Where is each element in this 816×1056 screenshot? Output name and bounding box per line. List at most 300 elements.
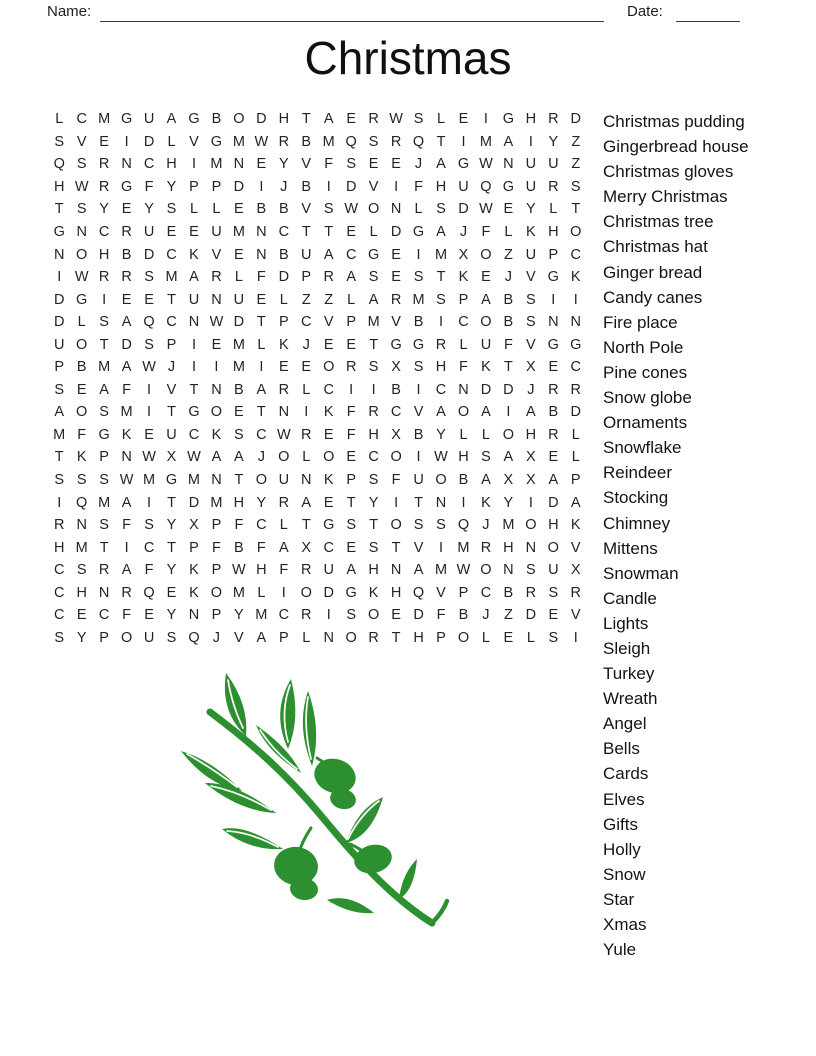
grid-letter: A bbox=[526, 404, 536, 421]
grid-letter: G bbox=[457, 156, 470, 173]
grid-letter: E bbox=[391, 156, 401, 173]
word-list-item: Snow bbox=[603, 864, 646, 884]
grid-letter: F bbox=[256, 539, 266, 556]
grid-letter: A bbox=[121, 562, 132, 579]
grid-letter: Y bbox=[76, 629, 87, 646]
grid-letter: S bbox=[548, 629, 559, 646]
grid-letter: X bbox=[526, 472, 536, 489]
grid-letter: L bbox=[212, 201, 221, 218]
grid-letter: N bbox=[211, 472, 222, 489]
grid-letter: U bbox=[548, 156, 559, 173]
grid-letter: N bbox=[570, 314, 581, 331]
word-list-item: Christmas hat bbox=[603, 237, 708, 257]
grid-letter: W bbox=[344, 201, 359, 218]
grid-letter: A bbox=[234, 449, 244, 466]
grid-letter: G bbox=[368, 246, 380, 263]
grid-letter: L bbox=[414, 201, 423, 218]
grid-letter: C bbox=[166, 246, 177, 263]
word-list-item: Wreath bbox=[603, 689, 658, 709]
grid-letter: B bbox=[121, 246, 132, 263]
grid-letter: N bbox=[188, 607, 200, 624]
grid-letter: F bbox=[256, 269, 266, 286]
grid-letter: I bbox=[124, 133, 129, 150]
grid-letter: R bbox=[548, 111, 559, 128]
grid-letter: E bbox=[346, 336, 357, 353]
grid-letter: R bbox=[525, 584, 537, 601]
grid-letter: P bbox=[211, 517, 222, 534]
grid-letter: K bbox=[481, 494, 491, 511]
grid-letter: F bbox=[346, 426, 356, 443]
grid-letter: T bbox=[369, 517, 379, 534]
grid-letter: S bbox=[436, 517, 446, 534]
grid-letter: U bbox=[211, 224, 222, 240]
grid-letter: F bbox=[77, 426, 87, 443]
word-search-grid bbox=[48, 108, 587, 650]
word-list-item: Yule bbox=[603, 940, 637, 960]
grid-letter: E bbox=[166, 224, 177, 240]
grid-letter: I bbox=[506, 404, 511, 421]
grid-letter: M bbox=[210, 156, 223, 173]
grid-letter: S bbox=[54, 629, 65, 646]
grid-letter: R bbox=[548, 178, 559, 195]
grid-letter: E bbox=[346, 111, 357, 128]
grid-letter: R bbox=[570, 381, 581, 398]
grid-letter: E bbox=[166, 584, 177, 601]
grid-letter: B bbox=[413, 426, 424, 443]
grid-letter: M bbox=[232, 224, 245, 240]
grid-letter: O bbox=[210, 584, 223, 601]
grid-letter: B bbox=[278, 246, 289, 263]
word-list-item: Candle bbox=[603, 588, 657, 608]
grid-letter: A bbox=[436, 156, 446, 173]
grid-letter: B bbox=[391, 381, 401, 398]
grid-letter: D bbox=[188, 494, 200, 511]
grid-letter: C bbox=[345, 246, 357, 263]
grid-letter: C bbox=[53, 607, 65, 624]
grid-letter: I bbox=[147, 494, 152, 511]
grid-letter: G bbox=[120, 178, 133, 195]
grid-letter: S bbox=[368, 472, 379, 489]
grid-letter: B bbox=[503, 584, 514, 601]
grid-letter: I bbox=[124, 539, 129, 556]
grid-letter: M bbox=[502, 517, 515, 534]
grid-letter: S bbox=[413, 517, 424, 534]
grid-letter: M bbox=[412, 291, 425, 308]
grid-letter: Z bbox=[503, 607, 513, 624]
grid-letter: O bbox=[502, 426, 515, 443]
grid-letter: E bbox=[323, 336, 334, 353]
grid-letter: I bbox=[483, 111, 488, 128]
grid-letter: E bbox=[144, 607, 154, 624]
grid-letter: K bbox=[570, 517, 581, 534]
puzzle-title: Christmas bbox=[304, 32, 512, 84]
grid-letter: A bbox=[481, 472, 491, 489]
grid-letter: G bbox=[323, 517, 335, 534]
grid-letter: R bbox=[121, 269, 132, 286]
grid-letter: W bbox=[479, 156, 493, 173]
grid-letter: S bbox=[234, 426, 244, 443]
grid-letter: G bbox=[570, 336, 582, 353]
grid-letter: R bbox=[390, 291, 402, 308]
grid-letter: M bbox=[98, 359, 111, 376]
grid-letter: B bbox=[76, 359, 87, 376]
grid-letter: S bbox=[526, 291, 536, 308]
grid-letter: O bbox=[547, 539, 559, 556]
grid-letter: I bbox=[147, 381, 152, 398]
grid-letter: S bbox=[166, 201, 177, 218]
grid-letter: E bbox=[503, 201, 514, 218]
grid-letter: C bbox=[458, 314, 469, 331]
grid-letter: Y bbox=[99, 201, 109, 218]
grid-letter: O bbox=[233, 111, 245, 128]
grid-letter: G bbox=[120, 111, 133, 128]
grid-letter: S bbox=[346, 607, 357, 624]
grid-letter: N bbox=[121, 156, 132, 173]
grid-letter: D bbox=[525, 607, 537, 624]
grid-letter: N bbox=[503, 562, 514, 579]
grid-letter: O bbox=[323, 449, 335, 466]
grid-letter: W bbox=[209, 314, 224, 331]
grid-letter: Z bbox=[324, 291, 334, 308]
grid-letter: S bbox=[368, 133, 379, 150]
grid-letter: Y bbox=[166, 562, 177, 579]
grid-letter: A bbox=[54, 404, 65, 421]
grid-letter: O bbox=[390, 517, 402, 534]
grid-letter: A bbox=[570, 494, 581, 511]
grid-letter: S bbox=[368, 269, 379, 286]
grid-letter: F bbox=[391, 472, 401, 489]
grid-letter: A bbox=[189, 269, 199, 286]
grid-letter: J bbox=[527, 381, 535, 398]
grid-letter: U bbox=[480, 336, 492, 353]
grid-letter: D bbox=[233, 314, 245, 331]
grid-letter: E bbox=[189, 224, 199, 240]
word-list-item: Snowflake bbox=[603, 438, 682, 458]
grid-letter: C bbox=[98, 607, 110, 624]
grid-letter: D bbox=[143, 133, 155, 150]
grid-letter: T bbox=[301, 111, 311, 128]
grid-letter: T bbox=[369, 336, 379, 353]
grid-letter: T bbox=[503, 359, 513, 376]
grid-letter: S bbox=[413, 269, 424, 286]
grid-letter: F bbox=[122, 381, 132, 398]
grid-letter: C bbox=[53, 584, 65, 601]
grid-letter: U bbox=[525, 246, 537, 263]
grid-letter: A bbox=[121, 314, 132, 331]
grid-letter: H bbox=[458, 449, 469, 466]
grid-letter: J bbox=[280, 178, 288, 195]
grid-letter: O bbox=[457, 629, 470, 646]
grid-letter: W bbox=[142, 359, 156, 376]
grid-letter: T bbox=[54, 201, 64, 218]
grid-letter: N bbox=[390, 562, 402, 579]
grid-letter: T bbox=[391, 539, 401, 556]
grid-letter: S bbox=[570, 178, 581, 195]
grid-letter: M bbox=[322, 133, 335, 150]
grid-letter: A bbox=[256, 629, 267, 646]
grid-letter: I bbox=[394, 494, 399, 511]
grid-letter: G bbox=[547, 269, 559, 286]
grid-letter: S bbox=[76, 472, 87, 489]
grid-letter: Q bbox=[412, 133, 425, 150]
grid-letter: A bbox=[121, 359, 132, 376]
grid-letter: T bbox=[256, 314, 266, 331]
grid-letter: B bbox=[234, 539, 244, 556]
grid-letter: N bbox=[76, 224, 87, 240]
word-list bbox=[603, 109, 749, 962]
grid-letter: G bbox=[412, 336, 425, 353]
grid-letter: E bbox=[346, 224, 357, 240]
grid-letter: E bbox=[548, 449, 559, 466]
grid-letter: I bbox=[57, 269, 62, 286]
grid-letter: K bbox=[368, 584, 379, 601]
grid-letter: J bbox=[482, 607, 490, 624]
grid-letter: J bbox=[257, 449, 265, 466]
grid-letter: G bbox=[502, 178, 515, 195]
grid-letter: Y bbox=[368, 494, 379, 511]
grid-letter: R bbox=[368, 404, 379, 421]
grid-letter: S bbox=[144, 336, 154, 353]
grid-letter: G bbox=[76, 291, 88, 308]
grid-letter: N bbox=[323, 629, 334, 646]
grid-letter: Z bbox=[301, 291, 311, 308]
grid-letter: Y bbox=[166, 607, 177, 624]
grid-letter: G bbox=[53, 224, 65, 240]
grid-letter: U bbox=[166, 426, 177, 443]
grid-letter: O bbox=[255, 472, 267, 489]
grid-letter: E bbox=[548, 607, 559, 624]
grid-letter: K bbox=[121, 426, 132, 443]
grid-letter: R bbox=[301, 607, 312, 624]
grid-letter: A bbox=[346, 269, 357, 286]
grid-letter: B bbox=[301, 178, 312, 195]
grid-letter: U bbox=[143, 224, 155, 240]
grid-letter: K bbox=[278, 336, 289, 353]
grid-letter: D bbox=[570, 404, 581, 421]
grid-letter: L bbox=[55, 111, 64, 128]
grid-letter: R bbox=[98, 156, 110, 173]
grid-letter: L bbox=[481, 629, 490, 646]
grid-letter: V bbox=[526, 336, 536, 353]
grid-letter: Q bbox=[345, 133, 357, 150]
grid-letter: S bbox=[323, 201, 334, 218]
word-list-item: Holly bbox=[603, 839, 641, 859]
grid-letter: I bbox=[214, 359, 219, 376]
grid-letter: K bbox=[481, 359, 491, 376]
grid-letter: T bbox=[167, 539, 176, 556]
grid-letter: Q bbox=[53, 156, 65, 173]
grid-letter: D bbox=[570, 111, 581, 128]
grid-letter: V bbox=[301, 156, 312, 173]
grid-letter: N bbox=[256, 246, 267, 263]
grid-letter: W bbox=[276, 426, 291, 443]
grid-letter: K bbox=[211, 426, 222, 443]
grid-letter: R bbox=[368, 111, 379, 128]
grid-letter: P bbox=[346, 314, 357, 331]
grid-letter: D bbox=[233, 178, 245, 195]
grid-letter: S bbox=[99, 314, 109, 331]
grid-letter: N bbox=[256, 224, 267, 240]
grid-letter: O bbox=[435, 472, 447, 489]
grid-letter: L bbox=[549, 201, 558, 218]
grid-letter: C bbox=[166, 314, 177, 331]
grid-letter: O bbox=[525, 517, 537, 534]
grid-letter: H bbox=[76, 584, 87, 601]
grid-letter: O bbox=[323, 359, 335, 376]
grid-letter: R bbox=[278, 494, 290, 511]
grid-letter: K bbox=[323, 404, 334, 421]
grid-letter: C bbox=[390, 404, 402, 421]
grid-letter: E bbox=[121, 291, 132, 308]
grid-letter: E bbox=[346, 539, 357, 556]
grid-letter: D bbox=[143, 246, 155, 263]
grid-letter: E bbox=[256, 291, 267, 308]
grid-letter: E bbox=[211, 336, 222, 353]
grid-letter: E bbox=[121, 201, 132, 218]
grid-letter: T bbox=[167, 291, 176, 308]
grid-letter: I bbox=[528, 494, 533, 511]
grid-letter: D bbox=[458, 201, 469, 218]
word-list-item: Reindeer bbox=[603, 463, 672, 483]
grid-letter: T bbox=[99, 539, 109, 556]
grid-letter: Z bbox=[503, 246, 513, 263]
word-list-item: Lights bbox=[603, 613, 649, 633]
grid-letter: J bbox=[167, 359, 176, 376]
word-list-item: Xmas bbox=[603, 915, 647, 934]
grid-letter: H bbox=[256, 562, 267, 579]
grid-letter: L bbox=[257, 336, 266, 353]
grid-letter: V bbox=[189, 133, 199, 150]
grid-letter: S bbox=[436, 201, 446, 218]
grid-letter: M bbox=[479, 133, 492, 150]
grid-letter: I bbox=[439, 539, 444, 556]
grid-letter: E bbox=[144, 291, 154, 308]
grid-letter: F bbox=[144, 562, 154, 579]
grid-letter: E bbox=[76, 607, 87, 624]
grid-letter: L bbox=[302, 449, 311, 466]
grid-letter: P bbox=[211, 607, 222, 624]
grid-letter: Y bbox=[256, 494, 267, 511]
grid-letter: M bbox=[434, 246, 448, 263]
grid-letter: A bbox=[99, 381, 109, 398]
grid-letter: S bbox=[413, 359, 424, 376]
grid-letter: I bbox=[349, 381, 354, 398]
grid-letter: A bbox=[323, 111, 334, 128]
grid-letter: S bbox=[76, 201, 87, 218]
grid-letter: E bbox=[391, 269, 401, 286]
grid-letter: K bbox=[570, 269, 581, 286]
grid-letter: M bbox=[232, 133, 245, 150]
grid-letter: V bbox=[166, 381, 177, 398]
grid-letter: Y bbox=[144, 201, 154, 218]
word-list-item: Chimney bbox=[603, 513, 671, 533]
grid-letter: J bbox=[482, 517, 490, 534]
grid-letter: A bbox=[436, 404, 446, 421]
grid-letter: V bbox=[368, 178, 379, 195]
grid-letter: X bbox=[189, 517, 199, 534]
grid-letter: N bbox=[121, 449, 132, 466]
grid-letter: U bbox=[278, 472, 290, 489]
grid-letter: Y bbox=[166, 517, 177, 534]
grid-letter: R bbox=[278, 133, 290, 150]
grid-letter: A bbox=[323, 246, 334, 263]
word-list-item: Gingerbread house bbox=[603, 137, 749, 157]
grid-letter: H bbox=[368, 562, 379, 579]
grid-letter: B bbox=[301, 133, 312, 150]
grid-letter: O bbox=[368, 201, 380, 218]
grid-letter: C bbox=[323, 381, 334, 398]
grid-letter: T bbox=[301, 517, 311, 534]
grid-letter: C bbox=[188, 426, 200, 443]
grid-letter: P bbox=[458, 291, 469, 308]
grid-letter: H bbox=[53, 178, 65, 195]
date-label: Date: bbox=[627, 3, 663, 20]
grid-letter: L bbox=[369, 224, 378, 240]
grid-letter: V bbox=[570, 607, 581, 624]
grid-letter: H bbox=[368, 426, 379, 443]
grid-letter: L bbox=[481, 426, 490, 443]
grid-letter: O bbox=[76, 404, 88, 421]
grid-letter: N bbox=[53, 246, 65, 263]
grid-letter: G bbox=[345, 584, 357, 601]
grid-letter: T bbox=[414, 494, 423, 511]
grid-letter: P bbox=[301, 269, 312, 286]
grid-letter: I bbox=[326, 607, 331, 624]
word-list-item: Bells bbox=[603, 739, 640, 759]
grid-letter: R bbox=[301, 562, 312, 579]
grid-letter: K bbox=[189, 246, 199, 263]
word-list-item: Elves bbox=[603, 789, 645, 809]
name-label: Name: bbox=[47, 3, 92, 20]
grid-letter: D bbox=[256, 111, 267, 128]
grid-letter: F bbox=[346, 404, 356, 421]
grid-letter: V bbox=[211, 246, 222, 263]
grid-letter: A bbox=[413, 562, 424, 579]
grid-letter: H bbox=[435, 359, 447, 376]
grid-letter: E bbox=[548, 359, 559, 376]
grid-letter: H bbox=[503, 539, 514, 556]
grid-letter: N bbox=[211, 381, 222, 398]
grid-letter: I bbox=[57, 494, 62, 511]
grid-letter: D bbox=[278, 269, 290, 286]
grid-letter: Z bbox=[571, 133, 581, 150]
grid-letter: M bbox=[120, 404, 133, 421]
word-list-item: Christmas gloves bbox=[603, 162, 734, 182]
grid-letter: E bbox=[99, 133, 109, 150]
grid-letter: R bbox=[278, 381, 290, 398]
grid-letter: B bbox=[234, 381, 244, 398]
grid-letter: R bbox=[548, 426, 559, 443]
grid-letter: F bbox=[122, 607, 132, 624]
grid-letter: F bbox=[324, 156, 334, 173]
grid-letter: G bbox=[502, 111, 515, 128]
grid-letter: R bbox=[480, 539, 492, 556]
grid-letter: T bbox=[571, 201, 581, 218]
grid-letter: W bbox=[479, 201, 493, 218]
grid-letter: Q bbox=[143, 584, 155, 601]
grid-letter: I bbox=[147, 404, 152, 421]
grid-letter: T bbox=[234, 472, 244, 489]
grid-letter: S bbox=[526, 314, 536, 331]
grid-letter: B bbox=[458, 607, 469, 624]
grid-letter: E bbox=[234, 246, 244, 263]
grid-letter: T bbox=[301, 224, 311, 240]
grid-letter: M bbox=[75, 539, 88, 556]
grid-letter: A bbox=[436, 224, 446, 240]
grid-letter: R bbox=[98, 269, 110, 286]
grid-letter: G bbox=[98, 426, 110, 443]
grid-letter: C bbox=[98, 224, 110, 240]
